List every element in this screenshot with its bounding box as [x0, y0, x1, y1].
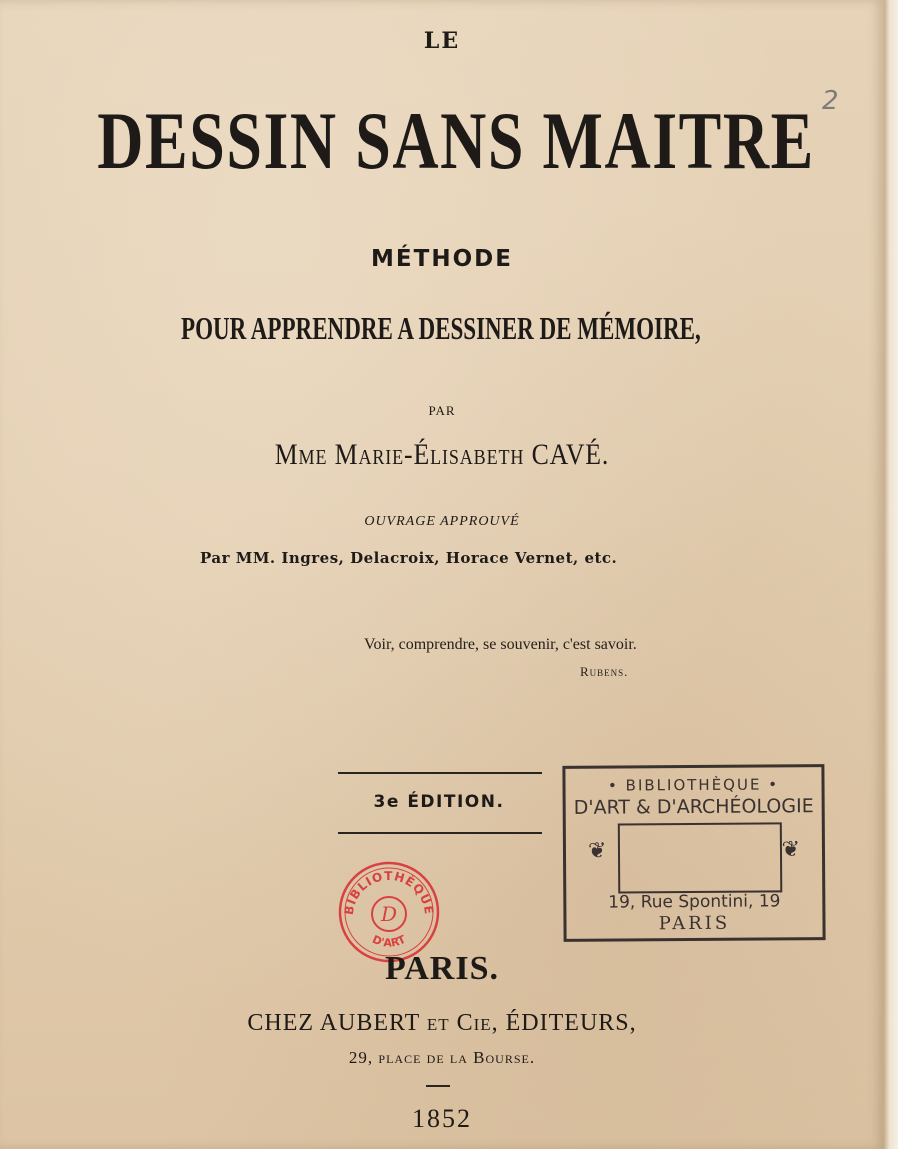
- stamp-line2: D'ART & D'ARCHÉOLOGIE: [573, 795, 814, 819]
- imprint-publisher: CHEZ AUBERT et Cie, ÉDITEURS,: [247, 1010, 637, 1036]
- imprint-dash: [426, 1085, 450, 1087]
- approval-label: OUVRAGE APPROUVÉ: [364, 514, 520, 529]
- subtitle-purpose: POUR APPRENDRE A DESSINER DE MÉMOIRE,: [181, 310, 701, 346]
- edition-label: 3e ÉDITION.: [373, 792, 505, 812]
- imprint-address: 29, place de la Bourse.: [348, 1048, 536, 1067]
- seal-top-text: BIBLIOTHÈQUE: [341, 868, 437, 916]
- book-title: DESSIN SANS MAITRE: [97, 95, 815, 186]
- edition-rule-bottom: [338, 832, 542, 834]
- seal-center-letter: D: [380, 902, 398, 926]
- edition-rule-top: [338, 772, 542, 774]
- imprint-city: PARIS.: [385, 950, 499, 987]
- fleuron-right-icon: ❦: [781, 837, 801, 863]
- seal-bottom-text: D'ART: [370, 932, 408, 950]
- stamp-city: PARIS: [658, 912, 731, 935]
- fleuron-left-icon: ❦: [587, 838, 607, 864]
- author-by: PAR: [428, 403, 456, 418]
- epigraph-quote: Voir, comprendre, se souvenir, c'est savoir.: [364, 636, 637, 653]
- library-stamp: [562, 764, 825, 942]
- red-library-seal: [337, 860, 441, 964]
- epigraph-attribution: Rubens.: [580, 664, 629, 679]
- stamp-empty-box: [618, 822, 782, 893]
- stamp-address: 19, Rue Spontini, 19: [608, 891, 781, 913]
- author-name: Mme Marie-Élisabeth CAVÉ.: [274, 438, 610, 471]
- subtitle-method: MÉTHODE: [371, 246, 513, 272]
- page-edge: [884, 0, 898, 1149]
- stamp-line1: • BIBLIOTHÈQUE •: [607, 775, 780, 795]
- title-article: LE: [423, 28, 461, 54]
- imprint-year: 1852: [412, 1104, 472, 1133]
- pencil-annotation: 2: [822, 86, 839, 116]
- approval-names: Par MM. Ingres, Delacroix, Horace Vernet, etc.: [200, 549, 618, 567]
